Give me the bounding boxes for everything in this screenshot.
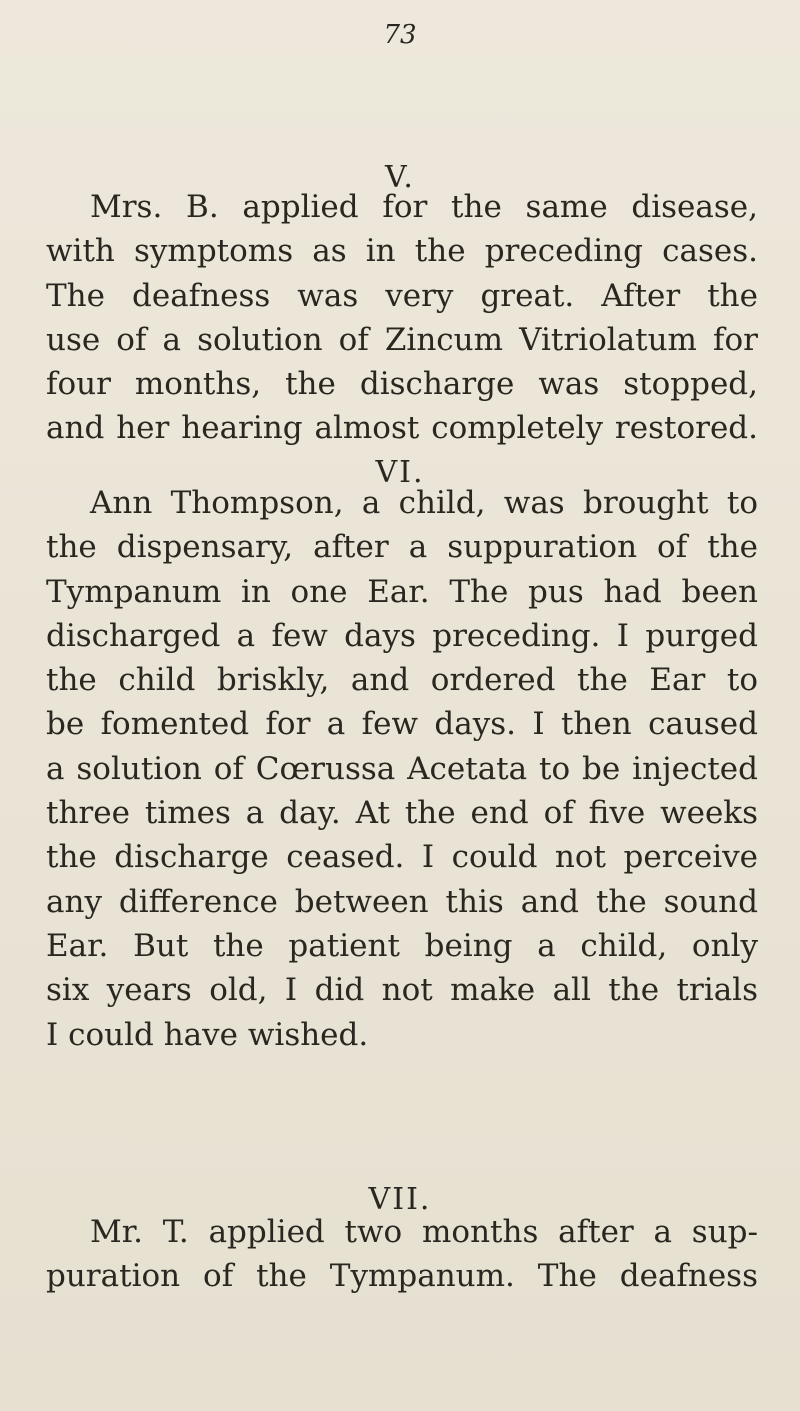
text-line: Ann Thompson, a child, was brought to: [90, 485, 758, 521]
text-line: three times a day. At the end of five weeks: [46, 795, 758, 832]
text-line: four months, the discharge was stopped,: [46, 366, 758, 403]
section-heading-v: V.: [385, 160, 415, 195]
section-heading-vi: VI.: [375, 455, 425, 490]
case-paragraph-vi: [46, 481, 758, 1057]
case-paragraph-v: [46, 185, 758, 451]
text-line: Ear. But the patient being a child, only: [46, 927, 758, 964]
text-line: puration of the Tympanum. The deafness: [46, 1258, 758, 1295]
text-line: Tympanum in one Ear. The pus had been: [46, 573, 758, 610]
text-line: the discharge ceased. I could not perceive: [46, 839, 758, 876]
text-line: and her hearing almost completely restored.: [46, 410, 758, 447]
text-line: a solution of Cœrussa Acetata to be injected: [46, 750, 758, 787]
text-line: six years old, I did not make all the trials: [46, 972, 758, 1009]
text-line: the dispensary, after a suppuration of the: [46, 529, 758, 566]
text-line: be fomented for a few days. I then caused: [46, 706, 758, 743]
text-line: Mr. T. applied two months after a sup-: [90, 1214, 758, 1250]
text-line: I could have wished.: [46, 1016, 369, 1053]
text-line: any difference between this and the sound: [46, 883, 758, 920]
text-line: Mrs. B. applied for the same disease,: [90, 189, 758, 225]
page-number: 73: [383, 20, 417, 50]
case-paragraph-vii: [46, 1210, 758, 1299]
text-line: use of a solution of Zincum Vitriolatum for: [46, 321, 758, 358]
text-line: The deafness was very great. After the: [46, 277, 758, 314]
text-line: with symptoms as in the preceding cases.: [46, 233, 758, 270]
section-heading-vii: VII.: [368, 1182, 432, 1217]
text-line: the child briskly, and ordered the Ear to: [46, 662, 758, 699]
text-line: discharged a few days preceding. I purged: [46, 617, 758, 654]
